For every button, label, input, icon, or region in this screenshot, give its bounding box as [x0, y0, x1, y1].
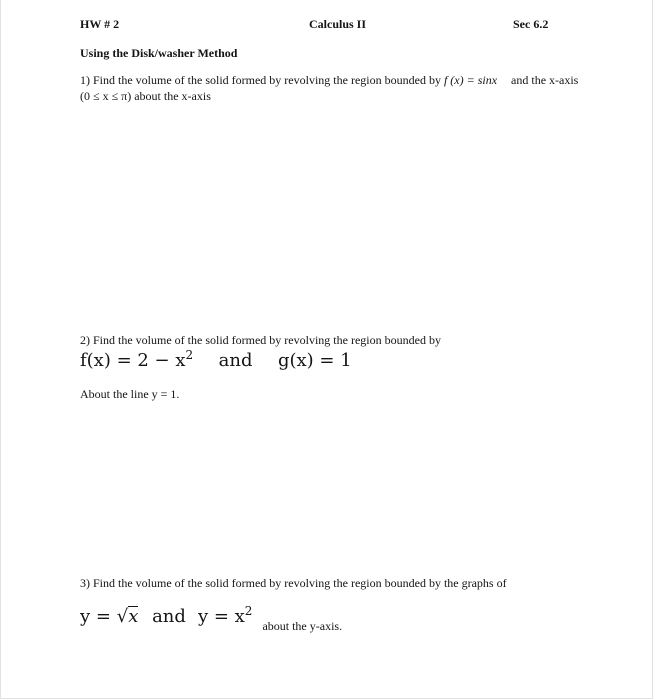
header-course: Calculus II	[309, 17, 367, 31]
header-section: Sec 6.2	[513, 17, 549, 31]
problem-2-f-exponent: 2	[185, 348, 194, 362]
header-hw-number: HW # 2	[80, 17, 120, 31]
problem-1-tail: and the x-axis	[511, 73, 579, 87]
problem-2-and: and	[218, 350, 253, 371]
problem-1-line-2: (0 ≤ x ≤ π) about the x-axis	[80, 89, 211, 103]
problem-3-equations	[80, 604, 343, 633]
problem-3-y1	[80, 606, 144, 627]
problem-1-function: f (x) = sinx	[443, 73, 498, 87]
problem-2-equations	[80, 348, 352, 371]
problem-2-g-expr: g(x) = 1	[277, 350, 352, 371]
problem-3-y2-exponent: 2	[244, 604, 253, 618]
problem-3-line-1: 3) Find the volume of the solid formed by revolving the region bounded by the graphs of	[80, 576, 507, 590]
problem-3-y2-expr: y = x	[197, 606, 245, 627]
problem-2-axis-line: About the line y = 1.	[80, 387, 180, 401]
problem-3-and: and	[152, 606, 186, 627]
problem-2-f-expr: f(x) = 2 − x	[80, 350, 186, 371]
problem-1-text: 1) Find the volume of the solid formed by revolving the region bounded by	[80, 73, 441, 87]
section-title: Using the Disk/washer Method	[80, 46, 238, 60]
sqrt-symbol: √x	[116, 606, 139, 627]
problem-3-y1-radicand: x	[128, 606, 139, 627]
problem-3-tail: about the y-axis.	[262, 619, 343, 633]
problem-3-y2	[198, 606, 253, 627]
problem-3-y1-lhs: y =	[80, 606, 117, 627]
problem-2-line-1: 2) Find the volume of the solid formed by revolving the region bounded by	[80, 333, 441, 347]
problem-1-line-1	[80, 73, 578, 88]
